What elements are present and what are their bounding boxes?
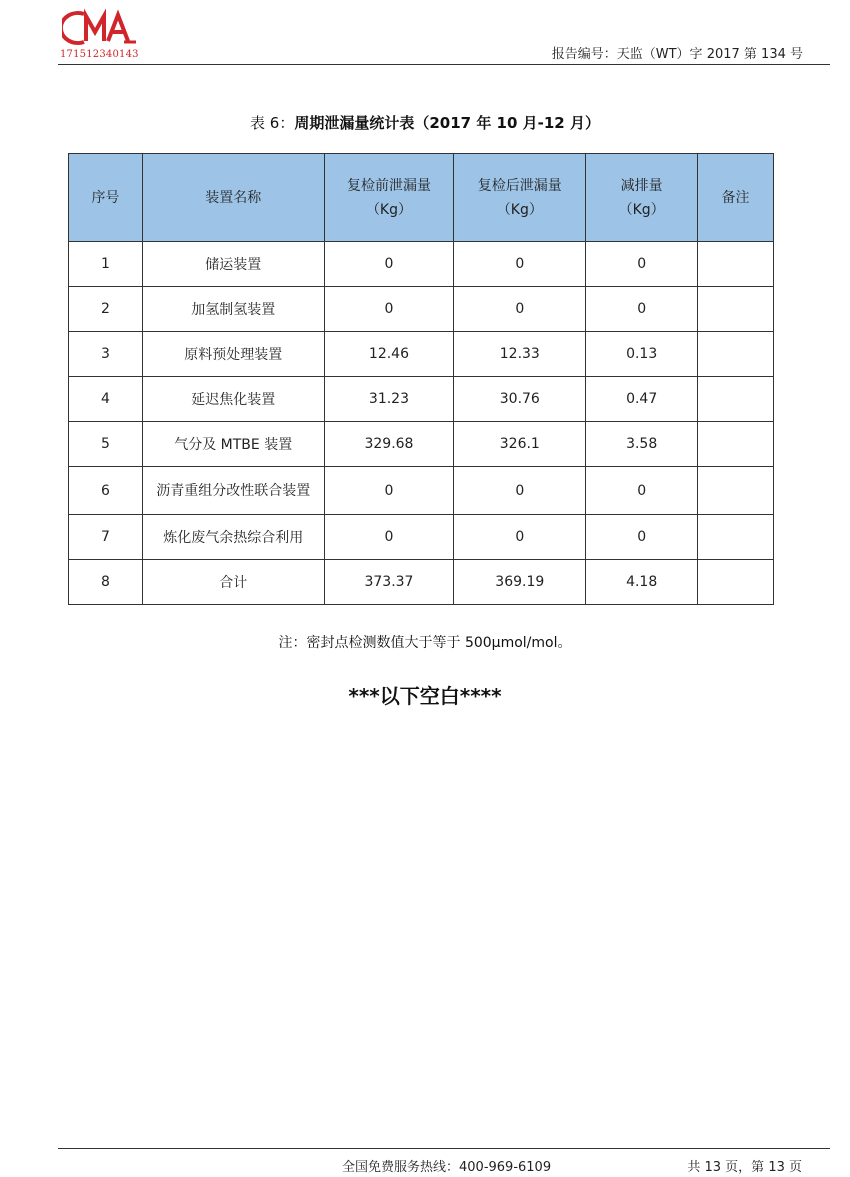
cell-no: 8 (69, 560, 143, 605)
cma-seal-icon (62, 8, 138, 48)
service-hotline: 全国免费服务热线：400-969-6109 (342, 1160, 552, 1175)
column-header-before: 复检前泄漏量 （Kg） (324, 154, 454, 242)
column-header-no: 序号 (69, 154, 143, 242)
table-caption-prefix: 表 6： (250, 114, 295, 132)
table-row (69, 422, 774, 467)
cell-name: 储运装置 (142, 242, 324, 287)
cell-after: 326.1 (454, 422, 586, 467)
cell-remark (698, 332, 774, 377)
leak-statistics-table (68, 153, 774, 605)
cell-before: 329.68 (324, 422, 454, 467)
footer-divider (58, 1148, 830, 1149)
cell-before: 31.23 (324, 377, 454, 422)
cell-no: 2 (69, 287, 143, 332)
cell-reduction: 0 (586, 467, 698, 515)
cell-before: 0 (324, 242, 454, 287)
cell-no: 6 (69, 467, 143, 515)
table-row (69, 377, 774, 422)
cell-name: 延迟焦化装置 (142, 377, 324, 422)
cell-name: 合计 (142, 560, 324, 605)
report-number: 报告编号：天监（WT）字 2017 第 134 号 (551, 47, 803, 62)
cell-name: 原料预处理装置 (142, 332, 324, 377)
cell-reduction: 4.18 (586, 560, 698, 605)
header-divider (58, 64, 830, 65)
cell-reduction: 0 (586, 242, 698, 287)
cell-after: 369.19 (454, 560, 586, 605)
certificate-number: 171512340143 (60, 49, 139, 60)
cell-before: 0 (324, 467, 454, 515)
cell-remark (698, 515, 774, 560)
table-row (69, 467, 774, 515)
cell-after: 12.33 (454, 332, 586, 377)
cell-no: 5 (69, 422, 143, 467)
cell-remark (698, 242, 774, 287)
cell-after: 0 (454, 242, 586, 287)
table-caption (0, 112, 850, 133)
blank-below-marker: ***以下空白**** (348, 684, 502, 708)
cell-name: 沥青重组分改性联合装置 (142, 467, 324, 515)
cell-no: 7 (69, 515, 143, 560)
cell-before: 0 (324, 287, 454, 332)
cell-no: 1 (69, 242, 143, 287)
cell-remark (698, 377, 774, 422)
page-number: 共 13 页，第 13 页 (687, 1160, 802, 1175)
cell-reduction: 0 (586, 287, 698, 332)
cell-reduction: 3.58 (586, 422, 698, 467)
cell-reduction: 0 (586, 515, 698, 560)
cell-before: 373.37 (324, 560, 454, 605)
cell-before: 12.46 (324, 332, 454, 377)
cell-no: 4 (69, 377, 143, 422)
table-row (69, 242, 774, 287)
cell-reduction: 0.13 (586, 332, 698, 377)
cell-remark (698, 422, 774, 467)
column-header-reduction: 减排量 （Kg） (586, 154, 698, 242)
cell-remark (698, 560, 774, 605)
cell-after: 0 (454, 287, 586, 332)
table-header-row (69, 154, 774, 242)
cell-remark (698, 287, 774, 332)
cell-reduction: 0.47 (586, 377, 698, 422)
table-row (69, 287, 774, 332)
table-note: 注：密封点检测数值大于等于 500μmol/mol。 (278, 635, 572, 651)
table-row-total (69, 560, 774, 605)
cell-remark (698, 467, 774, 515)
cell-after: 0 (454, 515, 586, 560)
table-row (69, 332, 774, 377)
column-header-name: 装置名称 (142, 154, 324, 242)
cell-before: 0 (324, 515, 454, 560)
cell-no: 3 (69, 332, 143, 377)
cell-after: 0 (454, 467, 586, 515)
column-header-after: 复检后泄漏量 （Kg） (454, 154, 586, 242)
cell-name: 炼化废气余热综合利用 (142, 515, 324, 560)
table-caption-title: 周期泄漏量统计表（2017 年 10 月-12 月） (294, 114, 600, 132)
cell-name: 加氢制氢装置 (142, 287, 324, 332)
cell-name: 气分及 MTBE 装置 (142, 422, 324, 467)
column-header-remark: 备注 (698, 154, 774, 242)
table-row (69, 515, 774, 560)
cell-after: 30.76 (454, 377, 586, 422)
page-header (0, 0, 850, 70)
